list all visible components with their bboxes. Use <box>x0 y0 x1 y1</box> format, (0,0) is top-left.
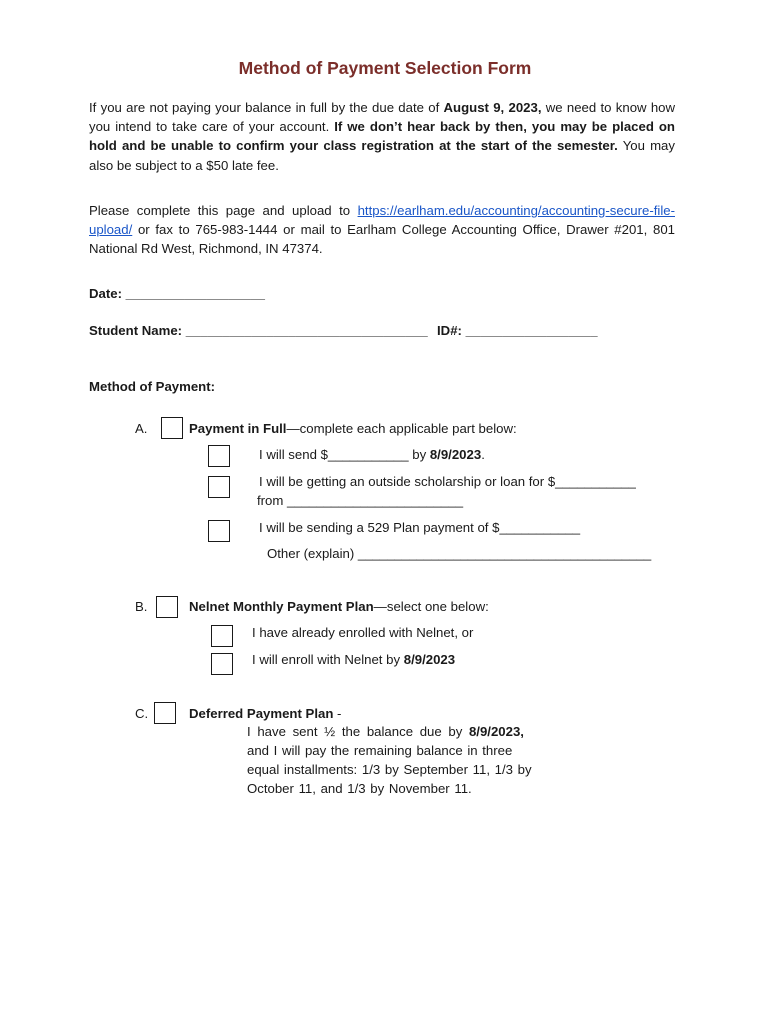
id-field[interactable]: ID#: __________________ <box>437 323 598 338</box>
option-c-label-row <box>189 706 341 721</box>
option-c-label: Deferred Payment Plan <box>189 706 334 721</box>
student-name-field[interactable]: Student Name: _________________________________ <box>89 323 428 338</box>
option-b-label-row <box>189 599 489 614</box>
option-c-letter: C. <box>135 706 149 721</box>
nelnet-enrolled-text: I have already enrolled with Nelnet, or <box>252 625 474 640</box>
plan-529-text: I will be sending a 529 Plan payment of $___________ <box>259 520 581 535</box>
send-amount-text: I will send $___________ by <box>259 447 427 462</box>
intro-text: If you are not paying your balance in full by the due date of <box>89 100 440 115</box>
scholarship-checkbox[interactable] <box>208 476 230 498</box>
nelnet-enrolled-checkbox[interactable] <box>211 625 233 647</box>
option-a-checkbox[interactable] <box>161 417 183 439</box>
option-c-desc: - <box>333 706 342 721</box>
option-b-letter: B. <box>135 599 148 614</box>
nelnet-will-enroll-checkbox[interactable] <box>211 653 233 675</box>
instructions-text: Please complete this page and upload to <box>89 203 351 218</box>
option-a-label: Payment in Full <box>189 421 287 436</box>
send-amount-checkbox[interactable] <box>208 445 230 467</box>
instructions-paragraph <box>89 201 675 259</box>
deferred-line-1 <box>247 724 524 739</box>
option-b-checkbox[interactable] <box>156 596 178 618</box>
due-date: August 9, 2023, <box>443 100 542 115</box>
page-title: Method of Payment Selection Form <box>238 58 532 78</box>
deferred-line-3: equal installments: 1/3 by September 11, 1/3 by <box>247 762 532 777</box>
scholarship-line-1: I will be getting an outside scholarship or loan for $___________ <box>259 474 636 489</box>
deferred-line-1-text: I have sent ½ the balance due by <box>247 724 463 739</box>
intro-text-2: we need to know how you intend to take care of your account. <box>89 100 676 135</box>
option-b-desc: —select one below: <box>373 599 489 614</box>
send-amount-date: 8/9/2023 <box>429 447 482 462</box>
intro-paragraph <box>89 98 675 175</box>
mail-address-text: or fax to 765-983-1444 or mail to Earlham College Accounting Office, Drawer #201, 801 National Rd West, Richmond, IN 47374. <box>89 222 675 257</box>
hold-warning: If we don’t hear back by then, you may be placed on hold and be unable to confirm your class registration at the start of the semester. <box>89 119 675 154</box>
date-field[interactable]: Date: ___________________ <box>89 286 265 301</box>
other-explain-field[interactable]: Other (explain) ________________________________________ <box>267 546 652 561</box>
method-heading: Method of Payment: <box>89 379 216 394</box>
upload-link[interactable]: https://earlham.edu/accounting/accounting-secure-file-upload/ <box>89 203 675 238</box>
late-fee-text: You may also be subject to a $50 late fee. <box>89 138 675 173</box>
option-a-desc: —complete each applicable part below: <box>286 421 517 436</box>
send-amount-row <box>259 447 485 462</box>
nelnet-enroll-date: 8/9/2023 <box>403 652 456 667</box>
option-c-checkbox[interactable] <box>154 702 176 724</box>
plan-529-checkbox[interactable] <box>208 520 230 542</box>
option-b-label: Nelnet Monthly Payment Plan <box>189 599 374 614</box>
scholarship-line-2: from ________________________ <box>257 493 464 508</box>
deferred-date: 8/9/2023, <box>468 724 524 739</box>
nelnet-will-enroll-row <box>252 652 455 667</box>
deferred-line-2: and I will pay the remaining balance in three <box>247 743 513 758</box>
option-a-letter: A. <box>135 421 148 436</box>
period: . <box>481 447 485 462</box>
option-a-label-row <box>189 421 517 436</box>
nelnet-will-enroll-text: I will enroll with Nelnet by <box>252 652 401 667</box>
deferred-line-4: October 11, and 1/3 by November 11. <box>247 781 472 796</box>
